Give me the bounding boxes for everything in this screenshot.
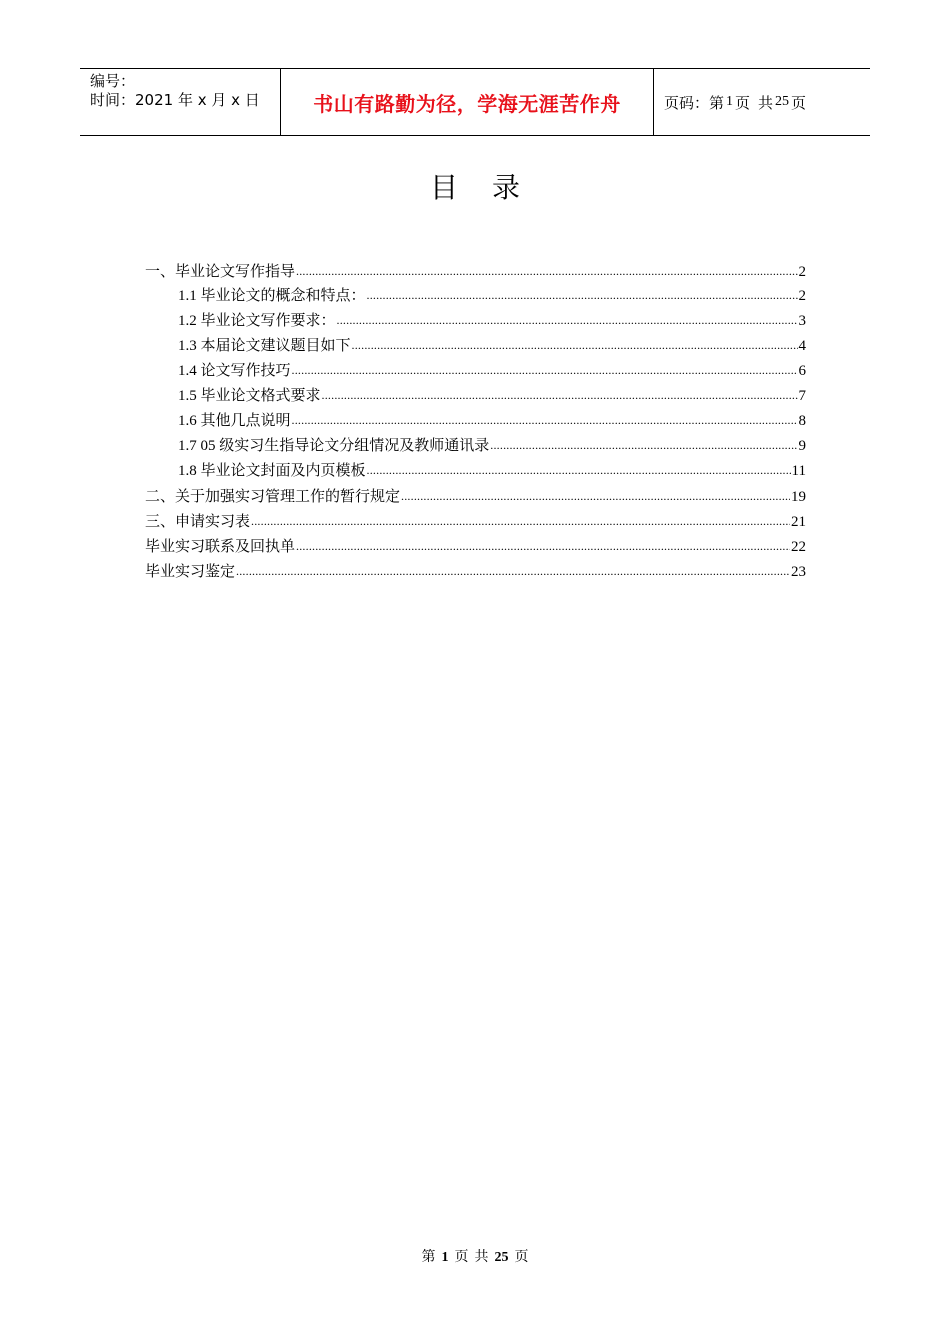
toc-leader-dots <box>490 433 797 458</box>
toc-entry[interactable] <box>145 559 806 584</box>
toc-entry-label: 二、关于加强实习管理工作的暂行规定 <box>145 487 401 505</box>
header-page-info <box>654 69 870 135</box>
toc-entry-label: 1.4 论文写作技巧 <box>178 363 291 379</box>
toc-entry-page: 3 <box>798 313 806 329</box>
toc-leader-dots <box>251 509 790 534</box>
toc-leader-dots <box>296 534 790 559</box>
page-mid: 页 <box>735 93 751 112</box>
toc-entry-page: 21 <box>791 514 806 530</box>
toc-entry[interactable] <box>145 484 806 509</box>
toc-entry-page: 19 <box>791 489 806 505</box>
page-prefix: 页码：第 <box>664 93 725 112</box>
footer-prefix: 第 <box>421 1249 436 1265</box>
header-motto: 书山有路勤为径，学海无涯苦作舟 <box>281 69 654 135</box>
page-total: 25 <box>775 94 790 109</box>
toc-entry[interactable] <box>145 284 806 309</box>
toc-leader-dots <box>401 484 790 509</box>
toc-title-char-1: 目 <box>429 171 458 204</box>
page-footer <box>0 1246 950 1266</box>
toc-leader-dots <box>367 458 791 483</box>
page-current: 1 <box>726 94 734 109</box>
toc-leader-dots <box>296 259 797 284</box>
toc-entry-label: 1.3 本届论文建议题目如下 <box>178 338 351 354</box>
toc-entry[interactable] <box>145 534 806 559</box>
toc-leader-dots <box>367 283 798 308</box>
toc-leader-dots <box>292 358 798 383</box>
toc-title-char-2: 录 <box>492 171 521 204</box>
toc-entry-label: 1.7 05 级实习生指导论文分组情况及教师通讯录 <box>178 438 490 454</box>
toc-entry-page: 23 <box>791 564 806 580</box>
toc-entry-page: 9 <box>798 438 806 454</box>
toc-entry-page: 7 <box>798 388 806 404</box>
document-number-label: 编号： <box>90 72 136 90</box>
page-suffix: 页 <box>791 93 807 112</box>
toc-entry-label: 一、毕业论文写作指导 <box>145 262 296 280</box>
toc-entry[interactable] <box>145 259 806 284</box>
toc-title <box>0 166 950 206</box>
toc-leader-dots <box>352 333 798 358</box>
toc-entry-page: 11 <box>791 463 806 479</box>
toc-leader-dots <box>236 559 790 584</box>
document-date-label: 时间：2021 年 x 月 x 日 <box>90 91 260 109</box>
toc-leader-dots <box>292 408 798 433</box>
toc-entry[interactable] <box>145 509 806 534</box>
toc-entry-page: 4 <box>798 338 806 354</box>
page-header <box>80 68 870 136</box>
footer-total-prefix: 共 <box>474 1249 489 1265</box>
toc-entry[interactable] <box>145 409 806 434</box>
toc-entry[interactable] <box>145 384 806 409</box>
page-total-prefix: 共 <box>758 93 774 112</box>
toc-entry-label: 毕业实习鉴定 <box>145 562 236 580</box>
footer-mid: 页 <box>454 1249 469 1265</box>
footer-current-page: 1 <box>441 1250 449 1265</box>
toc-entry[interactable] <box>145 434 806 459</box>
toc-entry-label: 1.2 毕业论文写作要求： <box>178 313 336 329</box>
toc-entry-label: 1.8 毕业论文封面及内页模板 <box>178 463 366 479</box>
toc-entry[interactable] <box>145 334 806 359</box>
toc-entry[interactable] <box>145 359 806 384</box>
toc-list <box>145 259 806 584</box>
toc-leader-dots <box>322 383 798 408</box>
toc-entry[interactable] <box>145 309 806 334</box>
toc-entry-label: 1.1 毕业论文的概念和特点： <box>178 288 366 304</box>
toc-leader-dots <box>337 308 798 333</box>
toc-entry[interactable] <box>145 459 806 484</box>
toc-entry-label: 1.6 其他几点说明 <box>178 413 291 429</box>
header-meta <box>80 69 281 135</box>
footer-total-pages: 25 <box>494 1250 509 1265</box>
toc-entry-page: 2 <box>798 264 806 280</box>
footer-suffix: 页 <box>514 1249 529 1265</box>
toc-entry-page: 8 <box>798 413 806 429</box>
toc-entry-page: 22 <box>791 539 806 555</box>
toc-entry-label: 毕业实习联系及回执单 <box>145 537 296 555</box>
toc-entry-page: 6 <box>798 363 806 379</box>
toc-entry-label: 1.5 毕业论文格式要求 <box>178 388 321 404</box>
toc-entry-page: 2 <box>798 288 806 304</box>
toc-entry-label: 三、申请实习表 <box>145 512 251 530</box>
